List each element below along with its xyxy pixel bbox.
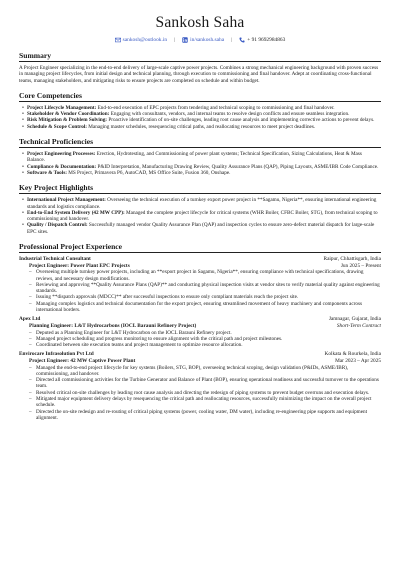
job-bullets xyxy=(19,269,381,313)
job-location: Raipur, Chhattisgarh, India xyxy=(323,256,381,263)
phone-contact[interactable] xyxy=(239,36,285,44)
summary-text: A Project Engineer specializing in the end-to-end delivery of large-scale captive power projects. Combines a strong mechanical engineering background with proven success in managing project lifecycles, from initial design and technical planning, through execution to commissioning and final handover. Adept at coordinating cross-functional teams, managing stakeholders, and mitigating risks to ensure projects are completed on schedule and within budget. xyxy=(19,65,379,84)
proficiencies-list xyxy=(19,151,381,176)
contact-separator: | xyxy=(174,37,176,43)
email-contact[interactable] xyxy=(115,36,167,44)
item-label: Software & Tools: xyxy=(27,169,67,176)
job-role-row xyxy=(19,323,381,330)
item-text: Successfully managed vendor Quality Assurance Plan (QAP) and inspection cycles to ensure zero-defect material dispatch for large-scale EPC sites. xyxy=(27,222,375,235)
phone-number: + 91 9692984863 xyxy=(247,37,286,43)
competencies-section xyxy=(19,91,381,130)
email-link[interactable]: sankosh@outlook.in xyxy=(122,37,168,43)
section-title: Summary xyxy=(19,51,381,62)
item-label: Project Engineering Processes: xyxy=(27,151,96,158)
highlights-section xyxy=(19,183,381,235)
item-text: Proactive identification of on-site challenges, leading root cause analysis and implementing corrective actions to prevent delays. xyxy=(107,117,375,124)
job-company-row xyxy=(19,351,381,358)
list-item xyxy=(27,197,381,210)
linkedin-contact[interactable] xyxy=(182,36,224,44)
list-item: – Directed the on-site redesign and re-routing of critical piping systems (power, cooling water, DM water), including re-engineering pipe supports and equipment alignment. xyxy=(36,409,381,422)
item-label: Compliance & Documentation: xyxy=(27,163,97,170)
job-bullets xyxy=(19,330,381,349)
item-label: Risk Mitigation & Problem Solving: xyxy=(27,117,108,124)
list-item: – Managing complex logistics and technical documentation for the export project, ensuring streamlined movement of heavy machinery and components across international borders. xyxy=(36,301,381,314)
job-role: Project Engineer: 42 MW Captive Power Plant xyxy=(29,357,136,364)
job-entry xyxy=(19,256,381,313)
list-item xyxy=(27,170,381,176)
list-item: – Mitigated major equipment delivery delays by resequencing the critical path and reallocating resources, successfully minimizing the impact on the overall project schedule. xyxy=(36,396,381,409)
item-text: Managing master schedules, resequencing critical paths, and reallocating resources to meet project deadlines. xyxy=(87,123,316,130)
list-item xyxy=(27,151,381,164)
company-name: Industrial Technical Consultant xyxy=(19,256,91,263)
item-label: International Project Management: xyxy=(27,197,106,204)
phone-icon xyxy=(239,37,245,43)
job-company-row xyxy=(19,316,381,323)
linkedin-icon xyxy=(182,37,188,43)
experience-section xyxy=(19,242,381,421)
list-item: – Directed all commissioning activities for the Turbine Generator and Balance of Plant (BOP), ensuring operational readiness and successful turnover to the operations team. xyxy=(36,377,381,390)
section-title: Technical Proficiencies xyxy=(19,137,381,148)
job-company-row xyxy=(19,256,381,263)
section-title: Key Project Highlights xyxy=(19,183,381,194)
item-text: End-to-end execution of EPC projects from tendering and technical scoping to commissioning and final handover. xyxy=(96,104,335,111)
list-item: – Managed project scheduling and progress monitoring to ensure alignment with the critical path and project milestones. xyxy=(36,336,381,342)
item-text: Erection, Hydrotesting, and Commissioning of power plant systems; Technical Specification, Sizing Calculations, Heat & Mass Balance. xyxy=(27,151,362,164)
job-role: Project Engineer: Power Plant EPC Projects xyxy=(29,262,130,269)
envelope-icon xyxy=(115,37,121,43)
job-dates: Jun 2025 – Present xyxy=(340,262,381,269)
job-entry xyxy=(19,316,381,348)
job-role: Planning Engineer: L&T Hydrocarbons (IOCL Barauni Refinery Project) xyxy=(29,322,197,329)
list-item: – Issuing **dispatch approvals (MDCC)** after successful inspections to ensure only compliant materials reach the project site. xyxy=(36,294,381,300)
contact-line xyxy=(19,36,381,44)
list-item: – Managed the end-to-end project lifecycle for key systems (Boilers, STG, BOP), overseeing technical scoping, design validation (P&IDs, ASME/IBR), commissioning, and handover. xyxy=(36,365,381,378)
item-text: Overseeing the technical execution of a turnkey export power project in **Sagamu, Nigeria**, ensuring international engineering standards and logistics compliance. xyxy=(27,197,377,210)
list-item xyxy=(27,222,381,235)
company-name: Envirocare Infrasolution Pvt Ltd xyxy=(19,351,94,358)
proficiencies-section xyxy=(19,137,381,176)
list-item: – Overseeing multiple turnkey power projects, including an **export project in Sagamu, Nigeria**, ensuring compliance with technical specifications, drawing reviews, and necessary design modifications. xyxy=(36,269,381,282)
list-item: – Deputed as a Planning Engineer for L&T Hydrocarbon on the IOCL Barauni Refinery project. xyxy=(36,330,381,336)
item-label: End-to-End System Delivery (42 MW CPP): xyxy=(27,209,125,216)
contact-separator: | xyxy=(231,37,233,43)
job-entry xyxy=(19,351,381,421)
candidate-name: Sankosh Saha xyxy=(155,14,245,31)
job-role-row xyxy=(19,358,381,365)
item-text: MS Project, Primavera P6, AutoCAD, MS Office Suite, Fusion 360, Onshape. xyxy=(66,169,231,176)
section-title: Core Competencies xyxy=(19,91,381,102)
summary-section xyxy=(19,51,381,84)
list-item: – Resolved critical on-site challenges by leading root cause analysis and directing the redesign of piping systems to prevent budget overruns and execution delays. xyxy=(36,390,381,396)
job-dates: Short-Term Contract xyxy=(336,322,381,329)
list-item: – Reviewing and approving **Quality Assurance Plans (QAP)** and conducting physical inspection visits at vendor sites to verify material quality against engineering standards. xyxy=(36,282,381,295)
competencies-list xyxy=(19,105,381,130)
job-location: Jamnagar, Gujarat, India xyxy=(328,316,381,323)
item-label: Project Lifecycle Management: xyxy=(27,104,97,111)
item-text: Engaging with consultants, vendors, and internal teams to resolve design conflicts and ensure seamless integration. xyxy=(109,111,350,118)
list-item: – Coordinated between site execution teams and project management to optimize resource allocation. xyxy=(36,342,381,348)
list-item xyxy=(27,210,381,223)
item-text: Managed the complete project lifecycle for critical systems (WHR Boiler, CFBC Boiler, STG), from technical scoping to commissioning and handover. xyxy=(27,209,378,223)
item-label: Stakeholder & Vendor Coordination: xyxy=(27,111,110,118)
job-location: Kolkata & Rourkela, India xyxy=(324,351,381,358)
item-label: Schedule & Scope Control: xyxy=(27,123,87,130)
highlights-list xyxy=(19,197,381,235)
list-item xyxy=(27,124,381,130)
item-text: P&ID Interpretation, Manufacturing Drawing Review, Quality Assurance Plans (QAP), Piping Layouts, ASME/IBR Code Compliance. xyxy=(96,163,379,170)
job-bullets xyxy=(19,365,381,422)
company-name: Apex Ltd xyxy=(19,316,41,323)
job-dates: Mar 2023 – Apr 2025 xyxy=(335,357,381,364)
linkedin-link[interactable]: in/sankosh.saha xyxy=(190,37,225,43)
item-label: Quality / Dispatch Control: xyxy=(27,222,88,229)
section-title: Professional Project Experience xyxy=(19,242,381,253)
